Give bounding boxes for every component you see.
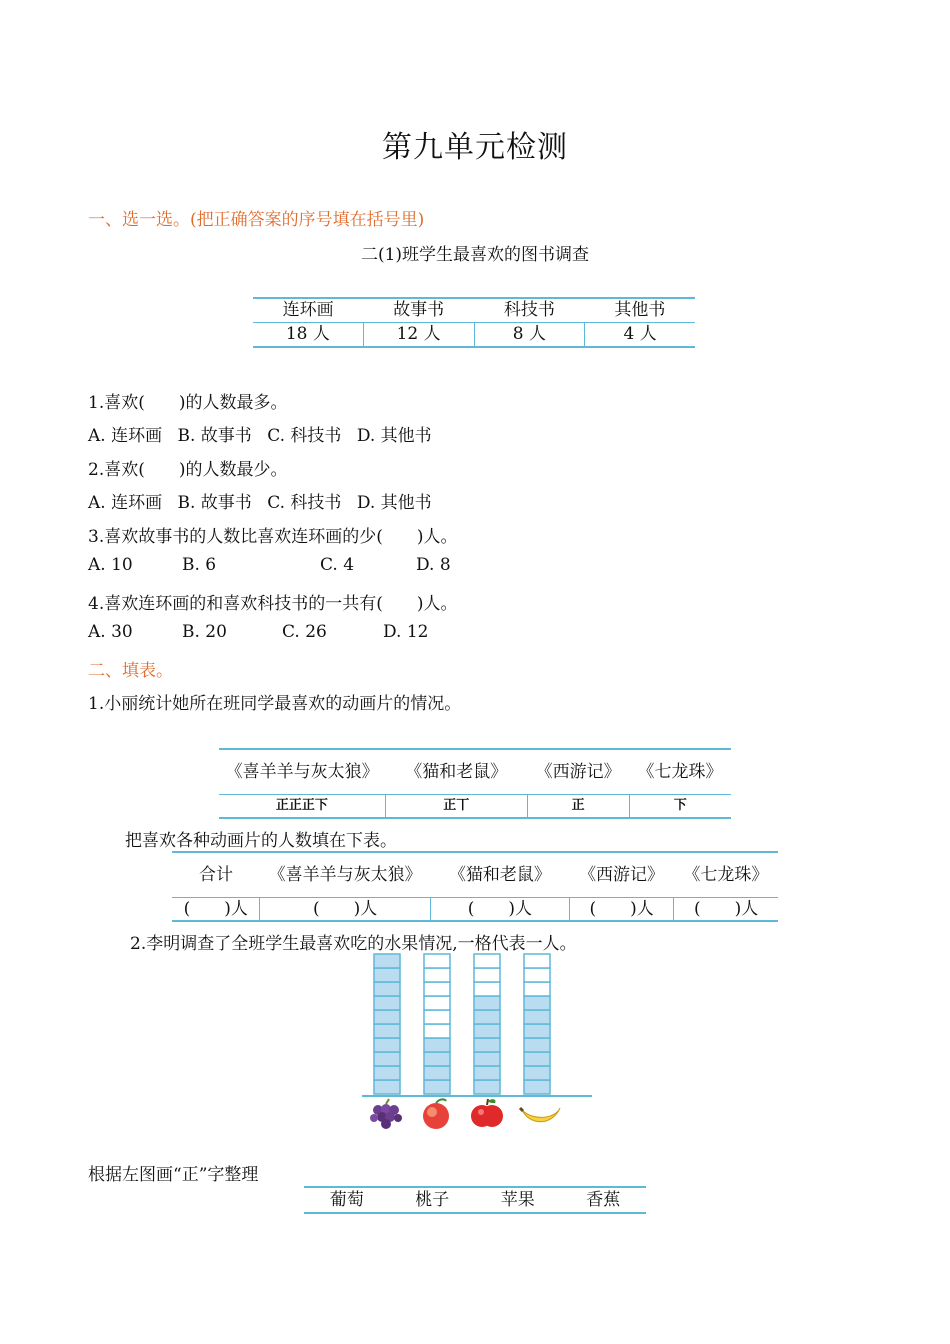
cartoon-tally-table [219,748,731,819]
apple-icon [471,1099,503,1127]
header-cell: 连环画 [253,298,363,323]
filled-cell [374,1024,400,1038]
table-caption: 二(1)班学生最喜欢的图书调查 [360,245,590,265]
question-2-2: 2.李明调查了全班学生最喜欢吃的水果情况,一格代表一人。 [130,934,577,954]
header-cell: 《西游记》 [527,749,629,795]
filled-cell [424,1038,450,1052]
filled-cell [424,1080,450,1094]
option[interactable]: D. 8 [416,555,451,575]
tally-prompt: 根据左图画“正”字整理 [88,1165,259,1185]
tally-cell: 正丅 [385,795,527,819]
filled-cell [474,1038,500,1052]
blank-cell[interactable]: ( )人 [569,898,673,922]
filled-cell [374,1038,400,1052]
section-1-heading: 一、选一选。(把正确答案的序号填在括号里) [88,210,425,230]
filled-cell [524,1024,550,1038]
blank-cell[interactable]: ( )人 [430,898,569,922]
book-survey-table [253,297,695,348]
cartoon-count-table [172,851,778,922]
tally-cell: 正 [527,795,629,819]
bar-桃子 [424,954,450,1094]
empty-cell [424,1010,450,1024]
header-cell: 《喜羊羊与灰太狼》 [219,749,385,795]
empty-cell [474,954,500,968]
option[interactable]: C. 4 [320,555,355,575]
empty-cell [424,996,450,1010]
filled-cell [424,1052,450,1066]
options-2 [88,488,432,513]
empty-cell [424,982,450,996]
options-1 [88,421,432,446]
fill-instruction: 把喜欢各种动画片的人数填在下表。 [125,831,397,851]
header-cell: 其他书 [585,298,695,323]
option[interactable]: D. 其他书 [356,426,432,446]
filled-cell [524,1010,550,1024]
option[interactable]: A. 连环画 [88,426,163,446]
option[interactable]: B. 6 [182,555,217,575]
filled-cell [524,1038,550,1052]
filled-cell [374,954,400,968]
header-cell: 故事书 [363,298,474,323]
empty-cell [474,982,500,996]
blank-cell[interactable]: ( )人 [674,898,778,922]
option[interactable]: B. 故事书 [177,426,252,446]
filled-cell [524,996,550,1010]
section-2-heading: 二、填表。 [88,661,173,681]
header-cell: 科技书 [474,298,585,323]
page-title: 第九单元检测 [382,130,568,165]
filled-cell [524,1080,550,1094]
bar-葡萄 [374,954,400,1094]
option[interactable]: C. 科技书 [267,493,342,513]
empty-cell [424,968,450,982]
question-1: 1.喜欢( )的人数最多。 [88,393,288,413]
banana-icon [520,1108,560,1122]
question-2: 2.喜欢( )的人数最少。 [88,460,288,480]
header-cell: 香蕉 [561,1187,647,1213]
empty-cell [524,982,550,996]
option[interactable]: D. 12 [383,622,429,642]
value-cell: 8 人 [474,323,585,348]
filled-cell [374,1010,400,1024]
header-cell: 桃子 [390,1187,476,1213]
fruit-tally-table [304,1186,646,1214]
header-cell: 《七龙珠》 [674,852,778,898]
blank-cell[interactable]: ( )人 [260,898,431,922]
option[interactable]: B. 故事书 [177,493,252,513]
filled-cell [424,1066,450,1080]
question-3: 3.喜欢故事书的人数比喜欢连环画的少( )人。 [88,527,458,547]
filled-cell [474,996,500,1010]
option[interactable]: D. 其他书 [356,493,432,513]
filled-cell [374,1080,400,1094]
blank-cell[interactable]: ( )人 [172,898,260,922]
filled-cell [474,1080,500,1094]
filled-cell [374,996,400,1010]
header-cell: 合计 [172,852,260,898]
value-cell: 18 人 [253,323,363,348]
empty-cell [474,968,500,982]
option[interactable]: C. 科技书 [267,426,342,446]
empty-cell [524,968,550,982]
peach-icon [423,1099,449,1129]
filled-cell [374,1052,400,1066]
question-2-1: 1.小丽统计她所在班同学最喜欢的动画片的情况。 [88,694,462,714]
filled-cell [474,1024,500,1038]
tally-cell: 下 [629,795,731,819]
header-cell: 《西游记》 [569,852,673,898]
filled-cell [474,1052,500,1066]
filled-cell [374,1066,400,1080]
filled-cell [374,968,400,982]
option[interactable]: A. 30 [88,622,133,642]
header-cell: 《喜羊羊与灰太狼》 [260,852,431,898]
value-cell: 4 人 [585,323,695,348]
value-cell: 12 人 [363,323,474,348]
filled-cell [524,1052,550,1066]
option[interactable]: B. 20 [182,622,227,642]
header-cell: 《七龙珠》 [629,749,731,795]
empty-cell [424,954,450,968]
bar-苹果 [474,954,500,1094]
option[interactable]: A. 连环画 [88,493,163,513]
filled-cell [474,1010,500,1024]
tally-cell: 正正正下 [219,795,385,819]
option[interactable]: A. 10 [88,555,133,575]
header-cell: 《猫和老鼠》 [430,852,569,898]
empty-cell [424,1024,450,1038]
empty-cell [524,954,550,968]
fruit-bar-chart [360,950,600,1140]
bar-香蕉 [524,954,550,1094]
header-cell: 葡萄 [304,1187,390,1213]
header-cell: 《猫和老鼠》 [385,749,527,795]
question-4: 4.喜欢连环画的和喜欢科技书的一共有( )人。 [88,594,458,614]
filled-cell [524,1066,550,1080]
filled-cell [374,982,400,996]
grapes-icon [370,1099,402,1129]
option[interactable]: C. 26 [282,622,327,642]
header-cell: 苹果 [475,1187,561,1213]
filled-cell [474,1066,500,1080]
